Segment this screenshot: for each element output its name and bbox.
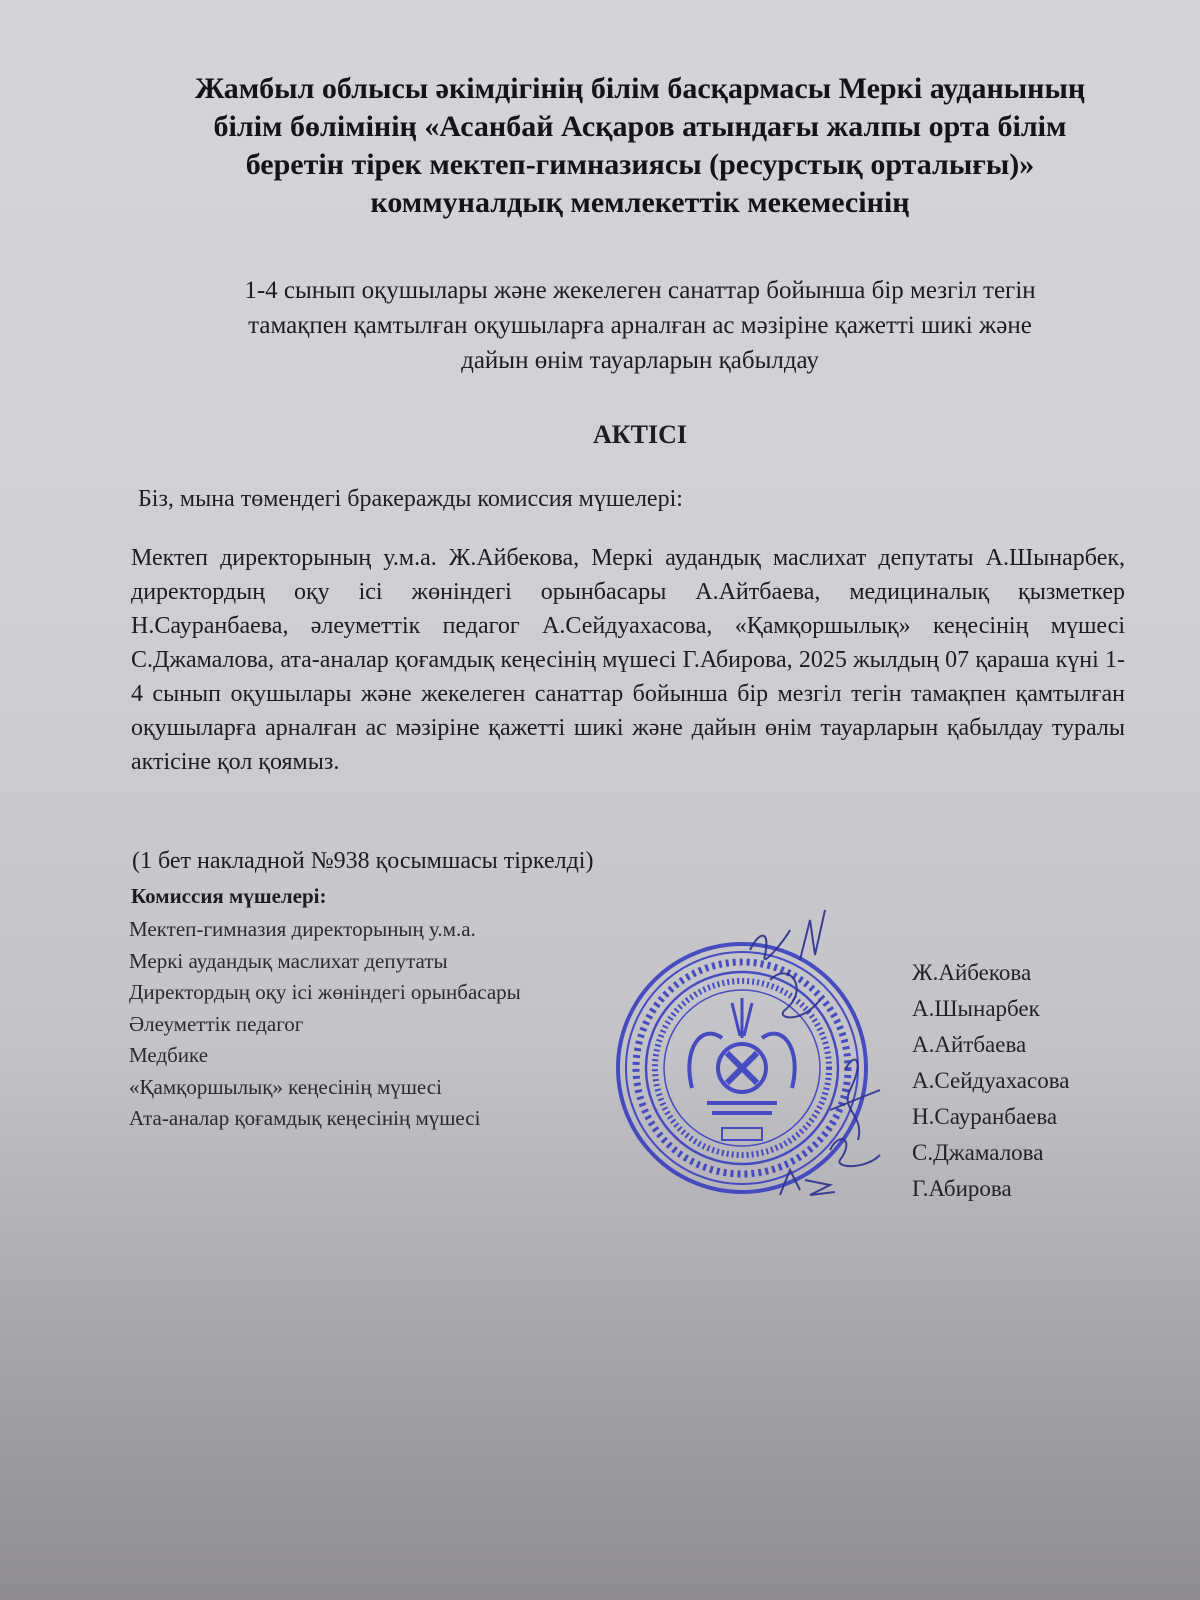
- member-name: А.Айтбаева: [912, 1032, 1027, 1057]
- role-item: Меркі аудандық маслихат депутаты: [129, 948, 448, 973]
- header-line: коммуналдық мемлекеттік мекемесінің: [370, 186, 910, 219]
- role-item: «Қамқоршылық» кеңесінің мүшесі: [129, 1074, 442, 1099]
- subtitle-line: 1-4 сынып оқушылары және жекелеген санаттар бойынша бір мезгіл тегін: [244, 277, 1036, 304]
- member-name: Н.Сауранбаева: [912, 1104, 1058, 1129]
- act-title: АКТІСІ: [593, 420, 687, 449]
- body-paragraph: Мектеп директорының у.м.а. Ж.Айбекова, Меркі аудандық маслихат депутаты А.Шынарбек, директордың оқу ісі жөніндегі орынбасары А.Айтбаева, медициналық қызметкер Н.Сауранбаева, әлеуметтік педагог А.Сейдуахасова, «Қамқоршылық» кеңесінің мүшесі С.Джамалова, ата-аналар қоғамдық кеңесінің мүшесі Г.Абирова, 2025 жылдың 07 қараша күні 1-4 сынып оқушылары және жекелеген санаттар бойынша бір мезгіл тегін тамақпен қамтылған оқушыларға арналған ас мәзіріне қажетті шикі және дайын өнім тауарларын қабылдау туралы актісіне қол қоямыз.: [131, 545, 1125, 775]
- intro-text: Біз, мына төмендегі бракеражды комиссия мүшелері:: [138, 486, 683, 512]
- header-line: Жамбыл облысы әкімдігінің білім басқармасы Меркі ауданының: [194, 72, 1086, 105]
- role-item: Медбике: [129, 1043, 209, 1067]
- role-item: Мектеп-гимназия директорының у.м.а.: [129, 917, 476, 941]
- document-header: [150, 70, 1130, 222]
- header-line: беретін тірек мектеп-гимназиясы (ресурстық орталығы)»: [245, 148, 1035, 181]
- role-item: Ата-аналар қоғамдық кеңесінің мүшесі: [129, 1106, 481, 1130]
- role-item: Директордың оқу ісі жөніндегі орынбасары: [129, 980, 521, 1004]
- member-name: А.Шынарбек: [912, 996, 1040, 1021]
- header-line: білім бөлімінің «Асанбай Асқаров атындағы жалпы орта білім: [213, 110, 1067, 143]
- member-name: Ж.Айбекова: [912, 960, 1032, 985]
- members-label: Комиссия мүшелері:: [131, 884, 327, 908]
- subtitle-line: тамақпен қамтылған оқушыларға арналған ас мәзіріне қажетті шикі және: [248, 312, 1032, 339]
- member-name: С.Джамалова: [912, 1140, 1044, 1165]
- names-list: [912, 955, 1070, 1207]
- member-name: Г.Абирова: [912, 1176, 1012, 1201]
- role-item: Әлеуметтік педагог: [129, 1011, 304, 1036]
- attachment-note: (1 бет накладной №938 қосымшасы тіркелді): [132, 848, 594, 874]
- roles-list: [129, 914, 521, 1135]
- member-name: А.Сейдуахасова: [912, 1068, 1070, 1093]
- signatures: [690, 900, 910, 1220]
- document-subtitle: [150, 273, 1130, 378]
- subtitle-line: дайын өнім тауарларын қабылдау: [461, 347, 819, 374]
